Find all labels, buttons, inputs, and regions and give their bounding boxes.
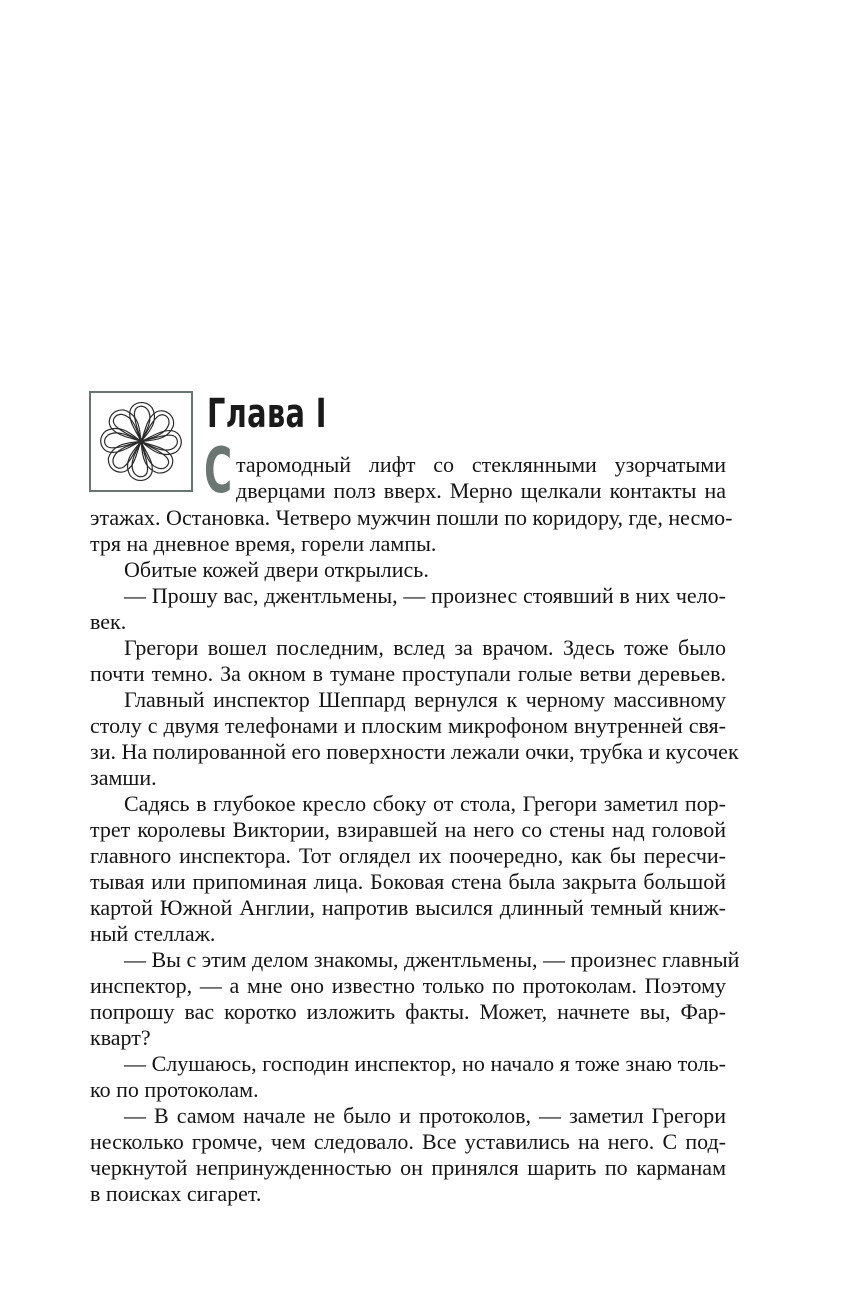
text-line: Главный инспектор Шеппард вернулся к черному массивному <box>124 687 726 712</box>
text-line: — В самом начале не было и протоколов, — заметил Грегори <box>124 1103 726 1128</box>
text-line: главного инспектора. Тот оглядел их поочередно, как бы пересчи- <box>90 843 726 868</box>
text-line: почти темно. За окном в тумане проступали голые ветви деревьев. <box>90 661 726 686</box>
text-line: тря на дневное время, горели лампы. <box>90 531 437 556</box>
text-line: столу с двумя телефонами и плоским микрофоном внутренней свя- <box>90 713 726 738</box>
text-line: инспектор, — а мне оно известно только по протоколам. Поэтому <box>90 973 726 998</box>
text-line: Садясь в глубокое кресло сбоку от стола, Грегори заметил пор- <box>124 791 726 816</box>
text-line: ный стеллаж. <box>90 921 216 946</box>
text-line: картой Южной Англии, напротив высился длинный темный книж- <box>90 895 726 920</box>
text-line: тывая или припоминая лица. Боковая стена была закрыта большой <box>90 869 726 894</box>
text-line: замши. <box>90 765 157 790</box>
text-line: этажах. Остановка. Четверо мужчин пошли по коридору, где, несмо- <box>90 505 733 530</box>
text-line: ко по протоколам. <box>90 1077 259 1102</box>
text-line: Грегори вошел последним, вслед за врачом. Здесь тоже было <box>124 635 726 660</box>
text-line: зи. На полированной его поверхности лежали очки, трубка и кусочек <box>90 739 739 764</box>
text-line: таромодный лифт со стеклянными узорчатыми <box>236 452 726 477</box>
text-line: несколько громче, чем следовало. Все уставились на него. С под- <box>90 1129 726 1154</box>
text-line: Обитые кожей двери открылись. <box>124 557 429 582</box>
drop-cap: С <box>204 434 233 507</box>
text-line: кварт? <box>90 1025 151 1050</box>
text-line: — Слушаюсь, господин инспектор, но начало я тоже знаю толь- <box>124 1051 726 1076</box>
text-line: век. <box>90 609 127 634</box>
text-line: трет королевы Виктории, взиравшей на него со стены над головой <box>90 817 726 842</box>
chapter-ornament <box>89 391 193 492</box>
text-line: в поисках сигарет. <box>90 1181 262 1206</box>
text-line: — Вы с этим делом знакомы, джентльмены, — произнес главный <box>124 947 740 972</box>
floral-knot-icon <box>95 397 187 486</box>
chapter-title: Глава I <box>207 391 327 437</box>
text-line: черкнутой непринужденностью он принялся шарить по карманам <box>90 1155 726 1180</box>
text-line: дверцами полз вверх. Мерно щелкали контакты на <box>236 478 726 503</box>
text-line: — Прошу вас, джентльмены, — произнес стоявший в них чело- <box>124 583 726 608</box>
text-line: попрошу вас коротко изложить факты. Может, начнете вы, Фар- <box>90 999 726 1024</box>
